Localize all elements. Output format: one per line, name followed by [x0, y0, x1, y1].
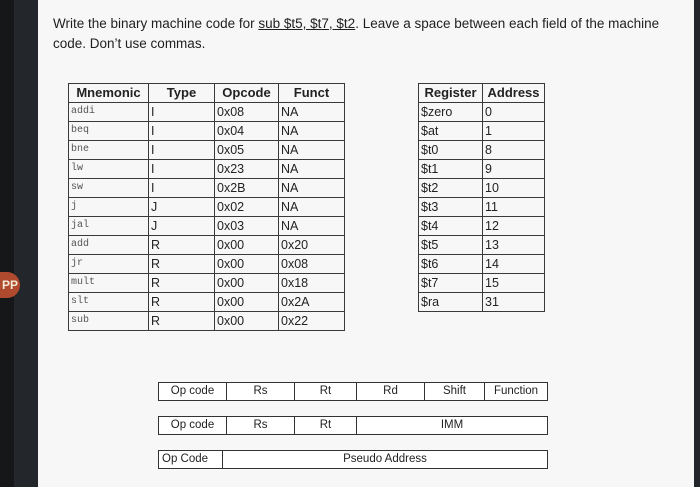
i-format-field: Rt [295, 417, 357, 434]
left-window-edge [0, 0, 14, 487]
instr-cell: 0x00 [215, 293, 279, 312]
instr-cell: 0x00 [215, 255, 279, 274]
reg-cell: $zero [419, 103, 483, 122]
instr-cell: sub [69, 312, 149, 331]
instr-cell: R [149, 293, 215, 312]
instr-cell: R [149, 274, 215, 293]
instr-cell: J [149, 217, 215, 236]
reg-row [419, 198, 545, 217]
instr-cell: mult [69, 274, 149, 293]
instr-header-3: Funct [279, 84, 345, 103]
instr-cell: 0x18 [279, 274, 345, 293]
instruction-table [68, 83, 345, 331]
instr-cell: 0x02 [215, 198, 279, 217]
question-sheet [38, 0, 694, 487]
reg-cell: $t7 [419, 274, 483, 293]
reg-header-0: Register [419, 84, 483, 103]
instr-cell: 0x2A [279, 293, 345, 312]
instr-cell: I [149, 179, 215, 198]
reg-cell: $t6 [419, 255, 483, 274]
instr-row [69, 198, 345, 217]
instr-cell: NA [279, 179, 345, 198]
instr-cell: 0x22 [279, 312, 345, 331]
reg-cell: $t3 [419, 198, 483, 217]
instr-cell: R [149, 312, 215, 331]
instr-cell: NA [279, 160, 345, 179]
r-format-field: Op code [159, 383, 227, 400]
instr-row [69, 179, 345, 198]
reg-cell: $t5 [419, 236, 483, 255]
instr-row [69, 122, 345, 141]
reg-cell: $ra [419, 293, 483, 312]
reg-cell: 8 [483, 141, 545, 160]
question-instruction: sub $t5, $t7, $t2 [258, 16, 356, 31]
instr-cell: R [149, 236, 215, 255]
reg-row [419, 293, 545, 312]
instr-cell: 0x00 [215, 236, 279, 255]
reg-cell: 10 [483, 179, 545, 198]
instr-cell: 0x00 [215, 312, 279, 331]
reg-cell: 12 [483, 217, 545, 236]
i-format-field: IMM [440, 419, 464, 431]
instr-cell: lw [69, 160, 149, 179]
reg-row [419, 122, 545, 141]
instr-row [69, 312, 345, 331]
instr-cell: 0x2B [215, 179, 279, 198]
instr-cell: 0x23 [215, 160, 279, 179]
instr-cell: NA [279, 141, 345, 160]
reg-cell: 13 [483, 236, 545, 255]
instr-cell: R [149, 255, 215, 274]
instr-row [69, 103, 345, 122]
i-format-field: Op code [159, 417, 227, 434]
instr-cell: addi [69, 103, 149, 122]
instr-row [69, 141, 345, 160]
reg-header-1: Address [483, 84, 545, 103]
instr-row [69, 293, 345, 312]
instr-cell: add [69, 236, 149, 255]
reg-cell: 11 [483, 198, 545, 217]
reg-cell: $at [419, 122, 483, 141]
instr-cell: NA [279, 103, 345, 122]
reg-cell: 15 [483, 274, 545, 293]
instr-header-2: Opcode [215, 84, 279, 103]
question-text-after: . Leave a space between each field of the machine code. Don’t use commas. [53, 16, 660, 51]
reg-cell: 0 [483, 103, 545, 122]
i-format-diagram [158, 416, 548, 435]
j-format-field: Op Code [159, 451, 223, 468]
reg-row [419, 160, 545, 179]
instr-cell: I [149, 141, 215, 160]
r-format-field: Rs [227, 383, 295, 400]
instr-cell: jal [69, 217, 149, 236]
register-table [418, 83, 545, 312]
instr-row [69, 236, 345, 255]
reg-row [419, 274, 545, 293]
app-icon[interactable] [0, 272, 20, 298]
r-format-field: Rd [357, 383, 425, 400]
reg-row [419, 255, 545, 274]
instr-cell: J [149, 198, 215, 217]
reg-cell: 31 [483, 293, 545, 312]
r-format-field: Shift [425, 383, 485, 400]
reg-cell: $t1 [419, 160, 483, 179]
r-format-diagram [158, 382, 548, 401]
reg-cell: 14 [483, 255, 545, 274]
instr-cell: 0x05 [215, 141, 279, 160]
r-format-field: Rt [295, 383, 357, 400]
reg-row [419, 179, 545, 198]
instr-row [69, 255, 345, 274]
reg-cell: 9 [483, 160, 545, 179]
r-format-field: Function [493, 385, 539, 397]
reg-cell: $t4 [419, 217, 483, 236]
instr-cell: 0x04 [215, 122, 279, 141]
reg-row [419, 103, 545, 122]
instr-cell: sw [69, 179, 149, 198]
instr-cell: I [149, 122, 215, 141]
instr-header-0: Mnemonic [69, 84, 149, 103]
instr-cell: slt [69, 293, 149, 312]
instr-cell: 0x08 [215, 103, 279, 122]
reg-row [419, 217, 545, 236]
reg-cell: $t0 [419, 141, 483, 160]
instr-cell: 0x08 [279, 255, 345, 274]
instr-cell: 0x20 [279, 236, 345, 255]
instr-cell: NA [279, 198, 345, 217]
instr-cell: beq [69, 122, 149, 141]
instr-cell: jr [69, 255, 149, 274]
instr-cell: NA [279, 217, 345, 236]
instr-cell: 0x03 [215, 217, 279, 236]
instr-cell: NA [279, 122, 345, 141]
j-format-diagram [158, 450, 548, 469]
instr-cell: 0x00 [215, 274, 279, 293]
reg-row [419, 236, 545, 255]
app-icon-label: PP [1, 278, 18, 292]
instr-cell: I [149, 103, 215, 122]
instr-header-1: Type [149, 84, 215, 103]
instr-row [69, 160, 345, 179]
instr-cell: j [69, 198, 149, 217]
reg-cell: $t2 [419, 179, 483, 198]
j-format-field: Pseudo Address [343, 453, 427, 465]
instr-cell: I [149, 160, 215, 179]
reg-row [419, 141, 545, 160]
question-text-before: Write the binary machine code for [53, 16, 259, 31]
i-format-field: Rs [227, 417, 295, 434]
instr-row [69, 217, 345, 236]
instr-row [69, 274, 345, 293]
instr-cell: bne [69, 141, 149, 160]
question-text [53, 14, 663, 54]
reg-cell: 1 [483, 122, 545, 141]
